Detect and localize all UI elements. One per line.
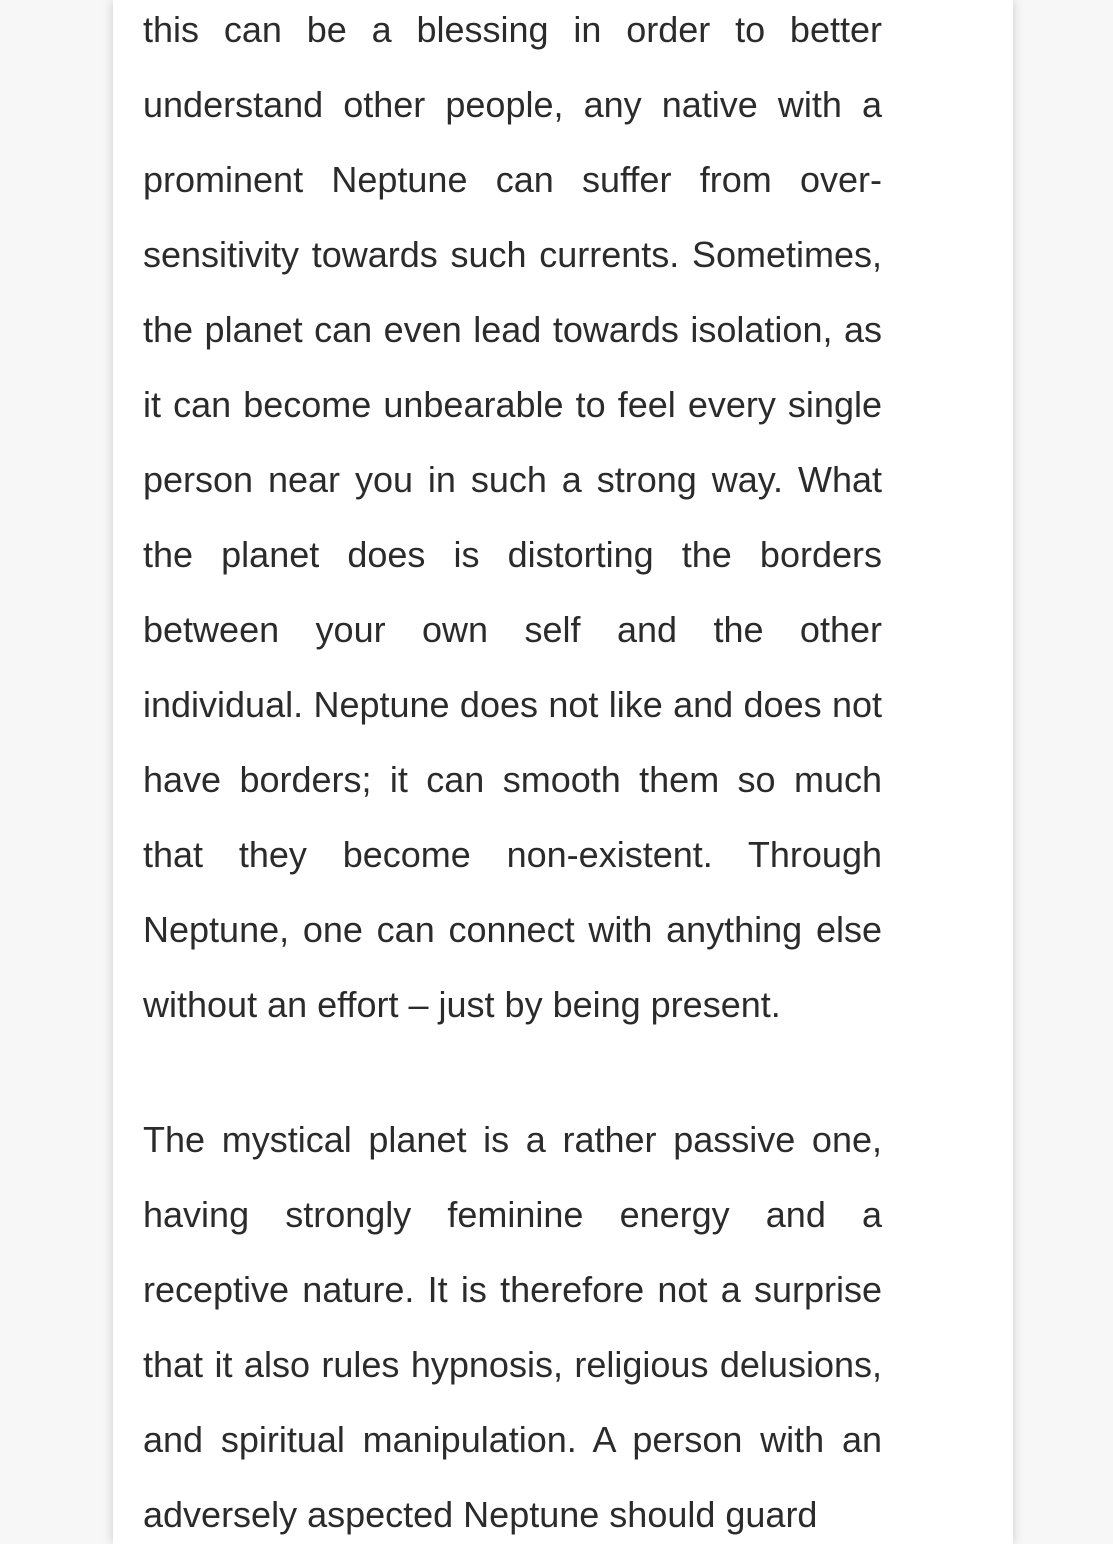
article-body — [113, 0, 1013, 1544]
article-paragraph: The mystical planet is a rather passive one, having strongly feminine energy and a receptive nature. It is therefore not a surprise that it also rules hypnosis, religious delusions, and spiritual manipulation. A person with an adversely aspected Neptune should guard — [143, 1119, 882, 1535]
article-paragraph: this can be a blessing in order to better understand other people, any native with a prominent Neptune can suffer from over-sensitivity towards such currents. Sometimes, the planet can even lead towards isolation, as it can become unbearable to feel every single person near you in such a strong way. What the planet does is distorting the borders between your own self and the other individual. Neptune does not like and does not have borders; it can smooth them so much that they become non-existent. Through Neptune, one can connect with anything else without an effort – just by being present. — [143, 9, 882, 1025]
